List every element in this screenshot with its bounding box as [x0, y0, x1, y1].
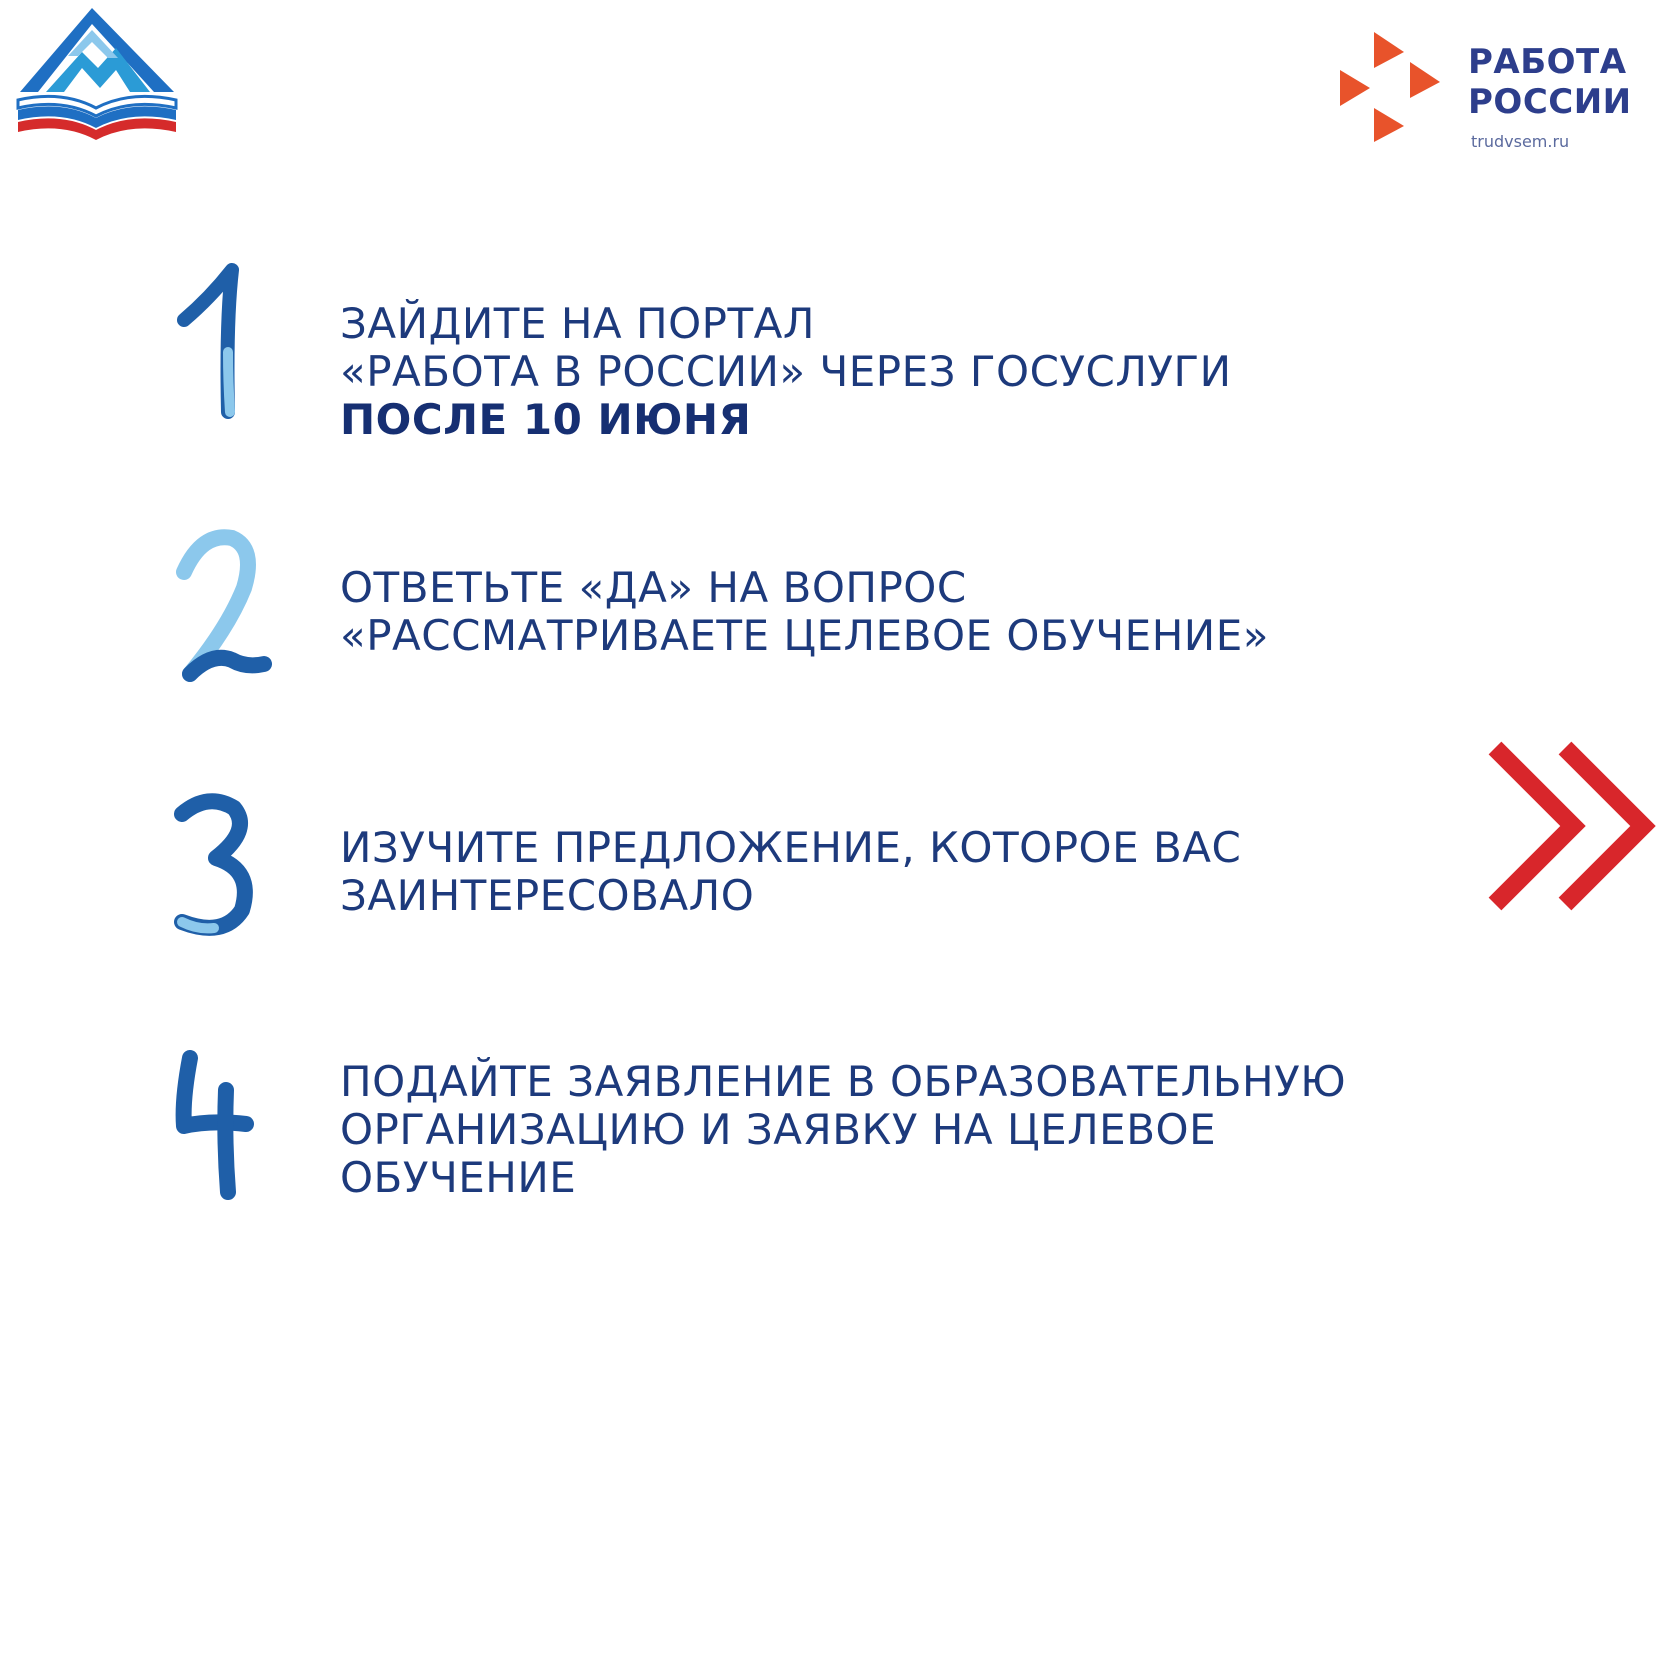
double-chevron-right-icon	[1485, 738, 1670, 914]
rabota-rossii-title: РАБОТА РОССИИ	[1468, 42, 1632, 122]
step-3-line-2: ЗАИНТЕРЕСОВАЛО	[340, 871, 755, 920]
step-1-line-1: ЗАЙДИТЕ НА ПОРТАЛ	[340, 299, 815, 348]
rabota-rossii-logo	[1340, 20, 1640, 150]
number-2-icon	[172, 528, 272, 688]
step-2-text	[340, 564, 1570, 660]
step-4-text	[340, 1058, 1570, 1202]
step-3-text	[340, 824, 1570, 920]
step-1-highlight: ПОСЛЕ 10 ИЮНЯ	[340, 395, 752, 444]
rabota-rossii-url: trudvsem.ru	[1471, 132, 1570, 151]
step-1-text	[340, 300, 1570, 444]
step-2-line-2: «РАССМАТРИВАЕТЕ ЦЕЛЕВОЕ ОБУЧЕНИЕ»	[340, 611, 1269, 660]
step-4-line-3: ОБУЧЕНИЕ	[340, 1153, 577, 1202]
step-3-line-1: ИЗУЧИТЕ ПРЕДЛОЖЕНИЕ, КОТОРОЕ ВАС	[340, 823, 1242, 872]
step-2-line-1: ОТВЕТЬТЕ «ДА» НА ВОПРОС	[340, 563, 967, 612]
step-1-line-2: «РАБОТА В РОССИИ» ЧЕРЕЗ ГОСУСЛУГИ	[340, 347, 1232, 396]
emblem-logo-icon	[12, 4, 182, 154]
number-4-icon	[170, 1050, 260, 1200]
number-1-icon	[170, 262, 260, 422]
rabota-rossii-arrows-icon	[1340, 26, 1448, 142]
number-3-icon	[168, 790, 258, 940]
step-4-line-1: ПОДАЙТЕ ЗАЯВЛЕНИЕ В ОБРАЗОВАТЕЛЬНУЮ	[340, 1057, 1347, 1106]
step-4-line-2: ОРГАНИЗАЦИЮ И ЗАЯВКУ НА ЦЕЛЕВОЕ	[340, 1105, 1217, 1154]
